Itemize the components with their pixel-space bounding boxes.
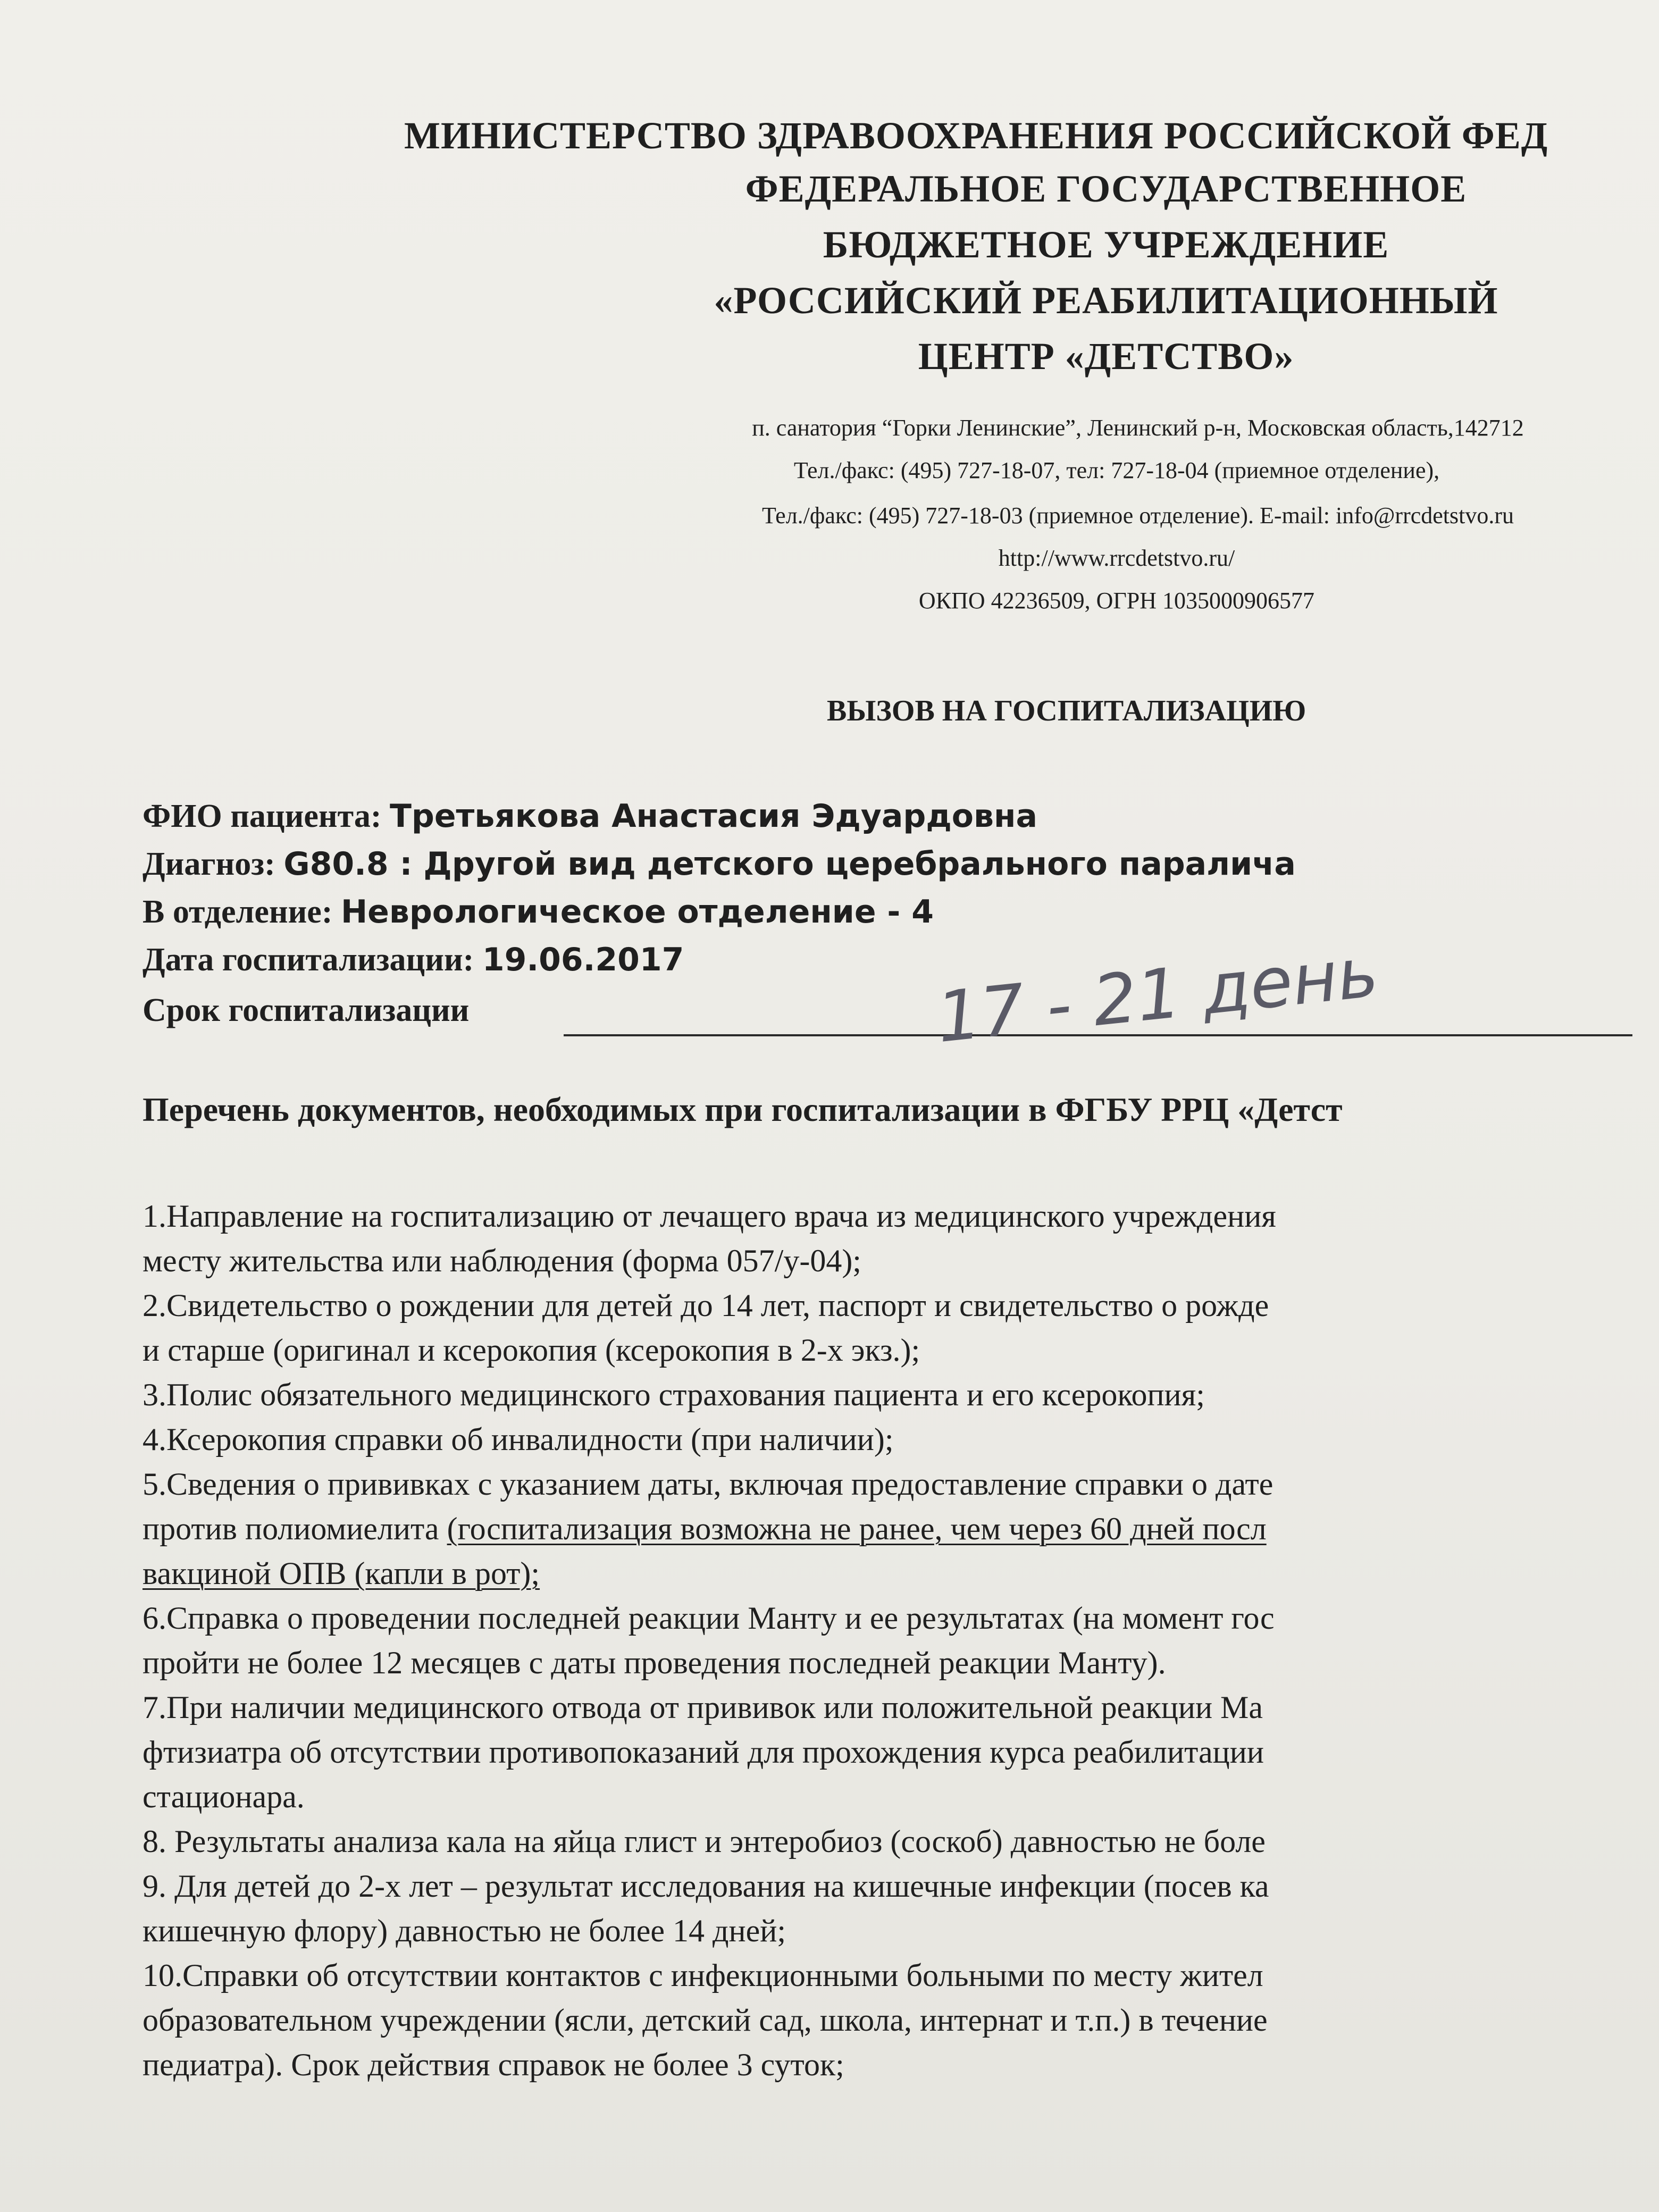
list-item: 9. Для детей до 2-х лет – результат исследования на кишечные инфекции (посев ка [143, 1869, 1269, 1904]
diagnosis-row [143, 840, 1296, 888]
phone-line-1: Тел./факс: (495) 727-18-07, тел: 727-18-04 (приемное отделение), [793, 457, 1440, 483]
list-item: фтизиатра об отсутствии противопоказаний для прохождения курса реабилитации [143, 1735, 1264, 1770]
list-item: кишечную флору) давностью не более 14 дней; [143, 1913, 786, 1948]
list-item: 4.Ксерокопия справки об инвалидности (при наличии); [143, 1422, 894, 1457]
ministry-line: МИНИСТЕРСТВО ЗДРАВООХРАНЕНИЯ РОССИЙСКОЙ ФЕД [404, 114, 1548, 157]
date-row [143, 936, 684, 984]
list-item: месту жительства или наблюдения (форма 057/у-04); [143, 1243, 861, 1278]
date-label: Дата госпитализации: [143, 942, 474, 978]
patient-name-row [143, 792, 1037, 840]
list-item: вакциной ОПВ (капли в рот); [143, 1556, 540, 1591]
diagnosis-label: Диагноз: [143, 846, 275, 882]
list-item-text: против полиомиелита [143, 1511, 447, 1546]
list-item: 1.Направление на госпитализацию от лечащего врача из медицинского учреждения [143, 1199, 1276, 1234]
list-item [143, 1506, 1267, 1551]
registry-line: ОКПО 42236509, ОГРН 1035000906577 [918, 588, 1315, 614]
diagnosis-value: G80.8 : Другой вид детского церебрального паралича [283, 845, 1296, 883]
list-item: 5.Сведения о прививках с указанием даты, включая предоставление справки о дате [143, 1467, 1273, 1502]
list-item: пройти не более 12 месяцев с даты проведения последней реакции Манту). [143, 1645, 1166, 1680]
list-item: стационара. [143, 1779, 305, 1814]
list-item: 3.Полис обязательного медицинского страхования пациента и его ксерокопия; [143, 1377, 1205, 1412]
website-line: http://www.rrcdetstvo.ru/ [998, 545, 1235, 571]
department-value: Неврологическое отделение - 4 [340, 893, 934, 931]
list-item: 6.Справка о проведении последней реакции Манту и ее результатах (на момент гос [143, 1601, 1275, 1636]
patient-name-label: ФИО пациента: [143, 798, 382, 834]
term-row [143, 986, 469, 1034]
documents-title: Перечень документов, необходимых при госпитализации в ФГБУ РРЦ «Детст [143, 1091, 1343, 1128]
term-label: Срок госпитализации [143, 992, 470, 1028]
institution-line-2: БЮДЖЕТНОЕ УЧРЕЖДЕНИЕ [823, 223, 1389, 266]
date-value: 19.06.2017 [482, 941, 684, 978]
list-item: педиатра). Срок действия справок не более 3 суток; [143, 2047, 844, 2082]
list-item: 7.При наличии медицинского отвода от прививок или положительной реакции Ма [143, 1690, 1263, 1725]
department-label: В отделение: [143, 894, 333, 930]
department-row [143, 888, 934, 936]
list-item: 10.Справки об отсутствии контактов с инфекционными больными по месту жител [143, 1958, 1263, 1993]
address-line: п. санатория “Горки Ленинские”, Ленинский р-н, Московская область,142712 [752, 415, 1524, 441]
institution-line-1: ФЕДЕРАЛЬНОЕ ГОСУДАРСТВЕННОЕ [745, 167, 1467, 210]
term-handwritten-value: 17 - 21 день [933, 931, 1382, 1059]
list-item-underlined: (госпитализация возможна не ранее, чем через 60 дней посл [447, 1511, 1267, 1546]
institution-line-3: «РОССИЙСКИЙ РЕАБИЛИТАЦИОННЫЙ [714, 279, 1498, 322]
list-item: 8. Результаты анализа кала на яйца глист и энтеробиоз (соскоб) давностью не боле [143, 1824, 1266, 1859]
patient-name-value: Третьякова Анастасия Эдуардовна [389, 798, 1037, 835]
institution-line-4: ЦЕНТР «ДЕТСТВО» [918, 335, 1294, 378]
phone-line-2: Тел./факс: (495) 727-18-03 (приемное отделение). E-mail: info@rrcdetstvo.ru [761, 502, 1514, 529]
list-item: 2.Свидетельство о рождении для детей до 14 лет, паспорт и свидетельство о рожде [143, 1288, 1269, 1323]
call-title: ВЫЗОВ НА ГОСПИТАЛИЗАЦИЮ [827, 694, 1306, 727]
list-item: и старше (оригинал и ксерокопия (ксерокопия в 2-х экз.); [143, 1333, 920, 1368]
list-item: образовательном учреждении (ясли, детский сад, школа, интернат и т.п.) в течение [143, 2002, 1268, 2038]
